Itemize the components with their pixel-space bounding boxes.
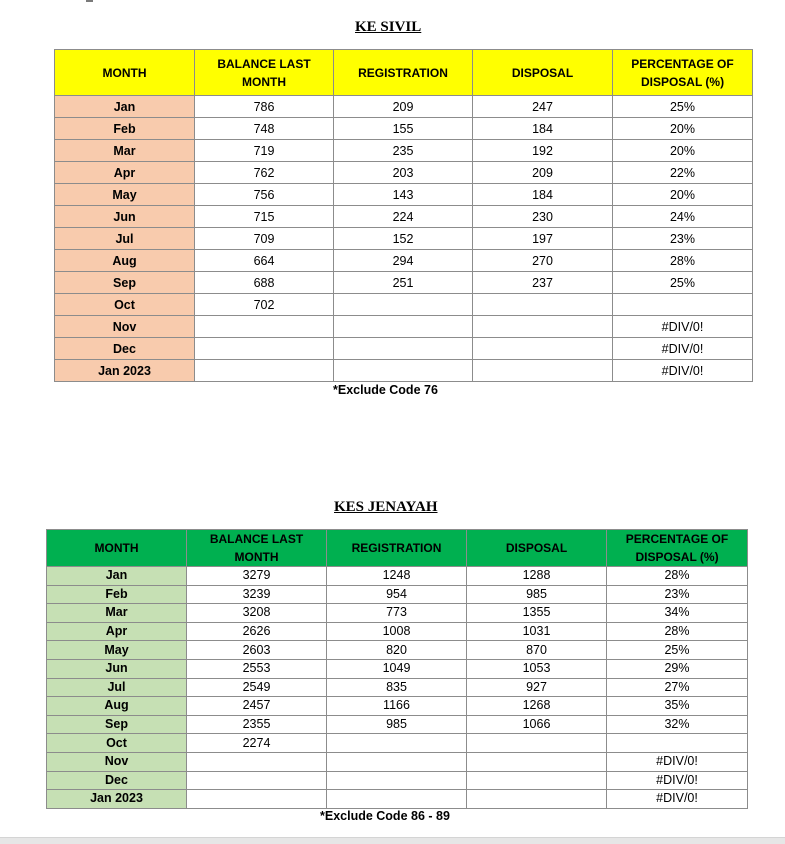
column-header: DISPOSAL [473, 50, 613, 96]
month-cell: Feb [47, 585, 187, 604]
table-cell: 197 [473, 228, 613, 250]
month-cell: Feb [55, 118, 195, 140]
table-cell: 24% [613, 206, 753, 228]
table-cell: 715 [195, 206, 334, 228]
table-cell: 835 [327, 678, 467, 697]
table-cell: 32% [607, 715, 748, 734]
table-cell: 2603 [187, 641, 327, 660]
table-cell: 209 [473, 162, 613, 184]
column-header: MONTH [55, 50, 195, 96]
table-cell [187, 790, 327, 809]
criminal-table [46, 529, 748, 809]
table-cell: 152 [334, 228, 473, 250]
table-row [47, 790, 748, 809]
month-cell: Jan 2023 [47, 790, 187, 809]
month-cell: Sep [47, 715, 187, 734]
table-cell: 664 [195, 250, 334, 272]
table-cell: 762 [195, 162, 334, 184]
table-cell: 20% [613, 140, 753, 162]
table-cell: 184 [473, 118, 613, 140]
page-corner-mark [86, 0, 93, 2]
table-cell: 27% [607, 678, 748, 697]
table-cell: 22% [613, 162, 753, 184]
table-cell: 927 [467, 678, 607, 697]
month-cell: Nov [55, 316, 195, 338]
table-row [55, 294, 753, 316]
table-row [55, 316, 753, 338]
table-cell: 20% [613, 184, 753, 206]
table-cell [334, 316, 473, 338]
column-header: PERCENTAGE OF DISPOSAL (%) [613, 50, 753, 96]
table-cell [607, 734, 748, 753]
table-row [47, 641, 748, 660]
table-cell: 224 [334, 206, 473, 228]
month-cell: Apr [55, 162, 195, 184]
month-cell: Jan 2023 [55, 360, 195, 382]
table-cell: 985 [467, 585, 607, 604]
table-cell: 1288 [467, 567, 607, 586]
table-cell [334, 338, 473, 360]
table-cell: 2457 [187, 697, 327, 716]
table-cell: 1268 [467, 697, 607, 716]
table-cell: 29% [607, 659, 748, 678]
table-cell: 28% [607, 622, 748, 641]
table-cell: 3239 [187, 585, 327, 604]
table-cell: 251 [334, 272, 473, 294]
table-cell: 1066 [467, 715, 607, 734]
table-cell: 688 [195, 272, 334, 294]
civil-footnote: *Exclude Code 76 [333, 383, 438, 397]
table-row [55, 162, 753, 184]
table-cell: 34% [607, 604, 748, 623]
table-cell: 709 [195, 228, 334, 250]
table-cell [473, 338, 613, 360]
table-cell: 786 [195, 96, 334, 118]
table-cell [334, 294, 473, 316]
table-cell: 1166 [327, 697, 467, 716]
table-cell: 2355 [187, 715, 327, 734]
column-header: PERCENTAGE OF DISPOSAL (%) [607, 530, 748, 567]
table-cell [195, 316, 334, 338]
table-cell: 143 [334, 184, 473, 206]
month-cell: Aug [47, 697, 187, 716]
month-cell: May [47, 641, 187, 660]
table-row [47, 752, 748, 771]
table-cell: 3279 [187, 567, 327, 586]
table-cell [334, 360, 473, 382]
table-cell [473, 360, 613, 382]
table-cell: 23% [607, 585, 748, 604]
table-cell [327, 790, 467, 809]
table-cell: 2626 [187, 622, 327, 641]
table-cell: 2549 [187, 678, 327, 697]
table-cell [473, 294, 613, 316]
table-row [47, 697, 748, 716]
table-cell [467, 771, 607, 790]
criminal-title: KES JENAYAH [334, 499, 438, 515]
criminal-footnote: *Exclude Code 86 - 89 [320, 809, 450, 823]
table-cell: 25% [613, 272, 753, 294]
month-cell: Jun [55, 206, 195, 228]
table-cell [473, 316, 613, 338]
table-cell: 25% [607, 641, 748, 660]
table-row [47, 771, 748, 790]
month-cell: Oct [47, 734, 187, 753]
table-cell: 2274 [187, 734, 327, 753]
table-row [55, 118, 753, 140]
table-cell: 184 [473, 184, 613, 206]
month-cell: Nov [47, 752, 187, 771]
table-cell: #DIV/0! [607, 790, 748, 809]
table-cell: 1049 [327, 659, 467, 678]
table-cell [327, 734, 467, 753]
month-cell: Dec [47, 771, 187, 790]
table-cell: 748 [195, 118, 334, 140]
month-cell: Apr [47, 622, 187, 641]
table-cell: 28% [607, 567, 748, 586]
table-header-row [47, 530, 748, 567]
table-row [47, 585, 748, 604]
table-cell: 203 [334, 162, 473, 184]
table-cell: 230 [473, 206, 613, 228]
month-cell: Jun [47, 659, 187, 678]
table-cell: 294 [334, 250, 473, 272]
table-cell: 870 [467, 641, 607, 660]
table-cell: 155 [334, 118, 473, 140]
civil-title: KE SIVIL [355, 19, 422, 35]
table-row [47, 622, 748, 641]
month-cell: Sep [55, 272, 195, 294]
table-cell: 820 [327, 641, 467, 660]
table-cell: 209 [334, 96, 473, 118]
table-row [55, 184, 753, 206]
column-header: REGISTRATION [334, 50, 473, 96]
table-row [47, 567, 748, 586]
table-cell: 954 [327, 585, 467, 604]
table-row [55, 206, 753, 228]
table-row [47, 604, 748, 623]
table-row [47, 659, 748, 678]
table-cell: 237 [473, 272, 613, 294]
month-cell: Jul [47, 678, 187, 697]
table-cell: 702 [195, 294, 334, 316]
column-header: BALANCE LAST MONTH [187, 530, 327, 567]
column-header: BALANCE LAST MONTH [195, 50, 334, 96]
table-cell [195, 338, 334, 360]
table-row [47, 734, 748, 753]
table-cell [327, 771, 467, 790]
table-cell: #DIV/0! [607, 752, 748, 771]
table-cell: 235 [334, 140, 473, 162]
table-cell: 1053 [467, 659, 607, 678]
table-cell: 756 [195, 184, 334, 206]
column-header: DISPOSAL [467, 530, 607, 567]
table-cell: 985 [327, 715, 467, 734]
table-cell [467, 790, 607, 809]
table-cell: 719 [195, 140, 334, 162]
table-cell: #DIV/0! [613, 338, 753, 360]
month-cell: Aug [55, 250, 195, 272]
month-cell: Jan [55, 96, 195, 118]
month-cell: Jul [55, 228, 195, 250]
table-row [55, 360, 753, 382]
column-header: REGISTRATION [327, 530, 467, 567]
table-cell [467, 734, 607, 753]
table-cell [467, 752, 607, 771]
table-row [47, 715, 748, 734]
table-row [55, 338, 753, 360]
table-cell: 3208 [187, 604, 327, 623]
table-cell: 247 [473, 96, 613, 118]
table-cell: 1248 [327, 567, 467, 586]
table-cell: 1355 [467, 604, 607, 623]
table-row [47, 678, 748, 697]
table-cell [187, 752, 327, 771]
month-cell: Mar [47, 604, 187, 623]
table-cell: 20% [613, 118, 753, 140]
table-cell: 192 [473, 140, 613, 162]
table-cell [195, 360, 334, 382]
table-row [55, 140, 753, 162]
table-cell: #DIV/0! [613, 360, 753, 382]
month-cell: Dec [55, 338, 195, 360]
table-cell: 28% [613, 250, 753, 272]
table-cell: 2553 [187, 659, 327, 678]
month-cell: Jan [47, 567, 187, 586]
civil-table [54, 49, 753, 382]
table-cell: #DIV/0! [607, 771, 748, 790]
table-row [55, 250, 753, 272]
table-row [55, 228, 753, 250]
table-row [55, 96, 753, 118]
table-row [55, 272, 753, 294]
table-cell: 1031 [467, 622, 607, 641]
column-header: MONTH [47, 530, 187, 567]
table-cell: #DIV/0! [613, 316, 753, 338]
month-cell: Oct [55, 294, 195, 316]
table-cell: 35% [607, 697, 748, 716]
month-cell: Mar [55, 140, 195, 162]
table-cell [613, 294, 753, 316]
month-cell: May [55, 184, 195, 206]
table-cell: 270 [473, 250, 613, 272]
table-cell: 1008 [327, 622, 467, 641]
table-cell: 773 [327, 604, 467, 623]
table-cell: 23% [613, 228, 753, 250]
table-header-row [55, 50, 753, 96]
table-cell [187, 771, 327, 790]
table-cell [327, 752, 467, 771]
table-cell: 25% [613, 96, 753, 118]
